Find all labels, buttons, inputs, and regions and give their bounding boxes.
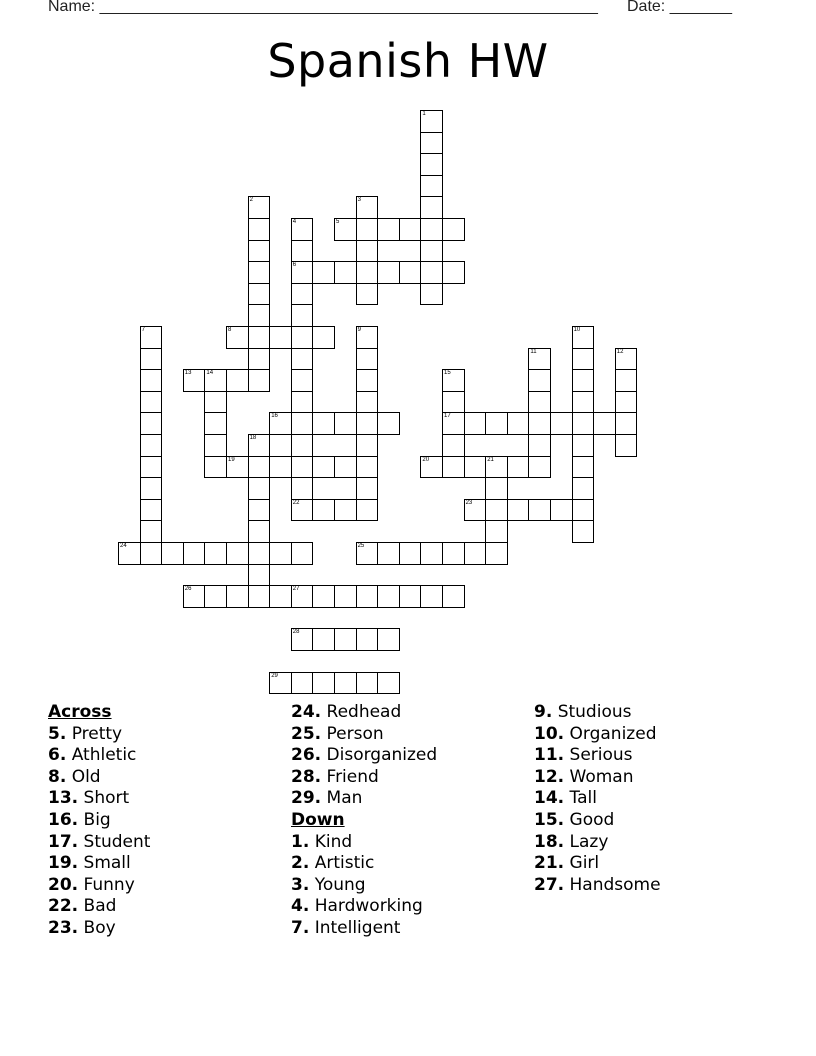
clue-item — [48, 853, 150, 875]
clue-item — [48, 788, 150, 810]
crossword-cell[interactable] — [269, 542, 292, 565]
clue-item-number: 21. — [534, 853, 565, 874]
crossword-cell[interactable] — [248, 196, 271, 219]
clue-item — [48, 745, 150, 767]
clue-item — [48, 875, 150, 897]
clue-item-number: 17. — [48, 831, 79, 852]
crossword-cell[interactable] — [291, 412, 314, 435]
crossword-cell[interactable] — [312, 585, 335, 608]
clue-item-number: 13. — [48, 788, 79, 809]
crossword-cell[interactable] — [420, 218, 443, 241]
clue-number: 8 — [228, 327, 232, 333]
clue-item — [534, 767, 661, 789]
crossword-cell[interactable] — [485, 542, 508, 565]
crossword-cell[interactable] — [464, 542, 487, 565]
clue-number: 10 — [573, 327, 581, 333]
clue-item-text: Student — [78, 831, 151, 852]
crossword-cell[interactable] — [528, 456, 551, 479]
clue-item-text: Funny — [78, 874, 135, 895]
crossword-cell[interactable] — [377, 585, 400, 608]
crossword-cell[interactable] — [442, 369, 465, 392]
clue-number: 19 — [228, 456, 235, 463]
crossword-cell[interactable] — [291, 348, 314, 371]
crossword-cell[interactable] — [377, 542, 400, 565]
crossword-cell[interactable] — [572, 391, 595, 414]
clue-item-number: 14. — [534, 788, 565, 809]
crossword-cell[interactable] — [140, 412, 163, 435]
crossword-cell[interactable] — [269, 672, 292, 695]
crossword-cell[interactable] — [356, 218, 379, 241]
clue-number: 1 — [422, 111, 426, 117]
clue-item — [291, 767, 437, 789]
crossword-cell[interactable] — [312, 672, 335, 695]
crossword-cell[interactable] — [204, 412, 227, 435]
crossword-cell[interactable] — [334, 261, 357, 284]
clue-item-number: 5. — [48, 723, 67, 744]
crossword-cell[interactable] — [356, 585, 379, 608]
crossword-cell[interactable] — [291, 542, 314, 565]
crossword-cell[interactable] — [615, 412, 638, 435]
clue-item — [291, 702, 437, 724]
crossword-cell[interactable] — [464, 412, 487, 435]
clue-item — [48, 767, 150, 789]
crossword-cell[interactable] — [615, 391, 638, 414]
crossword-cell[interactable] — [528, 391, 551, 414]
clue-item — [291, 875, 437, 897]
clue-number: 25 — [357, 543, 365, 549]
crossword-cell[interactable] — [442, 434, 465, 457]
crossword-cell[interactable] — [140, 326, 163, 349]
crossword-cell[interactable] — [420, 542, 443, 565]
clue-item-text: Lazy — [564, 831, 609, 852]
crossword-cell[interactable] — [572, 326, 595, 349]
crossword-cell[interactable] — [291, 456, 314, 479]
crossword-cell[interactable] — [248, 585, 271, 608]
clue-number: 13 — [184, 370, 192, 377]
crossword-cell[interactable] — [399, 218, 422, 241]
clue-item-text: Studious — [552, 702, 632, 722]
crossword-cell[interactable] — [485, 499, 508, 522]
crossword-cell[interactable] — [269, 326, 292, 349]
clue-item-text: Kind — [309, 831, 353, 852]
clue-item-number: 2. — [291, 853, 310, 874]
crossword-cell[interactable] — [485, 477, 508, 500]
crossword-cell[interactable] — [485, 456, 508, 479]
crossword-cell[interactable] — [442, 412, 465, 435]
crossword-cell[interactable] — [248, 520, 271, 543]
crossword-cell[interactable] — [593, 412, 616, 435]
clue-item-text: Small — [78, 853, 131, 874]
crossword-cell[interactable] — [248, 434, 271, 457]
clue-item-text: Old — [66, 766, 101, 787]
crossword-cell[interactable] — [572, 412, 595, 435]
crossword-cell[interactable] — [140, 520, 163, 543]
crossword-cell[interactable] — [507, 456, 530, 479]
clue-column-1 — [48, 702, 150, 940]
crossword-cell[interactable] — [291, 218, 314, 241]
clue-item-text: Bad — [78, 896, 117, 917]
clue-item-text: Boy — [78, 917, 116, 938]
crossword-cell[interactable] — [248, 542, 271, 565]
clue-number: 23 — [465, 499, 473, 506]
crossword-cell[interactable] — [442, 585, 465, 608]
crossword-cell[interactable] — [334, 499, 357, 522]
crossword-cell[interactable] — [248, 369, 271, 392]
crossword-cell[interactable] — [550, 412, 573, 435]
clue-item-number: 26. — [291, 745, 322, 766]
crossword-cell[interactable] — [334, 585, 357, 608]
crossword-cell[interactable] — [140, 477, 163, 500]
crossword-cell[interactable] — [291, 477, 314, 500]
crossword-cell[interactable] — [291, 585, 314, 608]
crossword-cell[interactable] — [356, 499, 379, 522]
clue-number: 4 — [292, 219, 297, 225]
crossword-cell[interactable] — [140, 542, 163, 565]
clue-item — [534, 810, 661, 832]
crossword-cell[interactable] — [291, 283, 314, 306]
crossword-cell[interactable] — [248, 499, 271, 522]
crossword-cell[interactable] — [183, 369, 206, 392]
crossword-cell[interactable] — [356, 434, 379, 457]
date-field[interactable]: Date: _______ — [627, 0, 732, 15]
clue-item-text: Short — [78, 788, 130, 809]
down-heading: Down — [291, 809, 345, 830]
crossword-cell[interactable] — [291, 391, 314, 414]
crossword-cell[interactable] — [291, 434, 314, 457]
crossword-cell[interactable] — [420, 585, 443, 608]
crossword-cell[interactable] — [334, 628, 357, 651]
clue-item-number: 25. — [291, 723, 322, 744]
clue-number: 9 — [357, 327, 361, 333]
crossword-cell[interactable] — [248, 456, 271, 479]
crossword-cell[interactable] — [334, 456, 357, 479]
crossword-cell[interactable] — [442, 542, 465, 565]
clue-item — [48, 810, 150, 832]
clue-number: 20 — [422, 456, 430, 463]
crossword-cell[interactable] — [140, 348, 163, 371]
clue-number: 2 — [249, 197, 253, 204]
clue-item-text: Redhead — [321, 702, 402, 722]
crossword-cell[interactable] — [442, 391, 465, 414]
clue-item-number: 16. — [48, 809, 79, 830]
clue-item — [48, 832, 150, 854]
crossword-cell[interactable] — [356, 672, 379, 695]
crossword-cell[interactable] — [334, 412, 357, 435]
clue-item-text: Woman — [564, 766, 634, 787]
crossword-cell[interactable] — [399, 261, 422, 284]
crossword-cell[interactable] — [312, 261, 335, 284]
clue-item-text: Young — [309, 874, 366, 895]
clue-item-number: 1. — [291, 831, 310, 852]
clue-column-3 — [534, 702, 661, 896]
crossword-cell[interactable] — [572, 499, 595, 522]
clue-item — [534, 875, 661, 897]
crossword-cell[interactable] — [528, 348, 551, 371]
crossword-cell[interactable] — [572, 369, 595, 392]
clue-item-text: Big — [78, 809, 111, 830]
clue-item-number: 28. — [291, 766, 322, 787]
clue-item-number: 6. — [48, 745, 67, 766]
crossword-cell[interactable] — [334, 218, 357, 241]
crossword-cell[interactable] — [226, 369, 249, 392]
crossword-cell[interactable] — [356, 261, 379, 284]
crossword-cell[interactable] — [312, 628, 335, 651]
clue-item — [48, 724, 150, 746]
crossword-cell[interactable] — [291, 369, 314, 392]
crossword-cell[interactable] — [269, 412, 292, 435]
clue-item-text: Organized — [564, 723, 657, 744]
crossword-cell[interactable] — [356, 542, 379, 565]
crossword-cell[interactable] — [615, 348, 638, 371]
clue-item-number: 24. — [291, 702, 322, 722]
crossword-cell[interactable] — [420, 261, 443, 284]
crossword-cell[interactable] — [183, 585, 206, 608]
crossword-cell[interactable] — [377, 412, 400, 435]
clue-number: 29 — [271, 672, 278, 679]
clue-number: 18 — [249, 435, 257, 441]
crossword-cell[interactable] — [485, 520, 508, 543]
crossword-cell[interactable] — [399, 542, 422, 565]
clue-item-text: Handsome — [564, 874, 661, 895]
crossword-cell[interactable] — [507, 412, 530, 435]
clue-item-text: Good — [564, 809, 615, 830]
clue-item-number: 3. — [291, 874, 310, 895]
clue-item-text: Athletic — [66, 745, 137, 766]
crossword-cell[interactable] — [269, 585, 292, 608]
crossword-cell[interactable] — [464, 499, 487, 522]
crossword-cell[interactable] — [464, 456, 487, 479]
clue-item-number: 22. — [48, 896, 79, 917]
clue-number: 15 — [444, 370, 451, 377]
crossword-cell[interactable] — [572, 456, 595, 479]
crossword-cell[interactable] — [204, 585, 227, 608]
crossword-cell[interactable] — [356, 196, 379, 219]
clue-item-number: 12. — [534, 766, 565, 787]
crossword-cell[interactable] — [312, 412, 335, 435]
crossword-cell[interactable] — [528, 499, 551, 522]
crossword-cell[interactable] — [248, 240, 271, 263]
crossword-cell[interactable] — [442, 456, 465, 479]
clue-item-text: Serious — [564, 745, 633, 766]
crossword-cell[interactable] — [118, 542, 141, 565]
crossword-cell[interactable] — [420, 196, 443, 219]
clue-item — [291, 724, 437, 746]
crossword-cell[interactable] — [204, 456, 227, 479]
clue-item-number: 4. — [291, 896, 310, 917]
crossword-cell[interactable] — [572, 434, 595, 457]
clue-item-number: 18. — [534, 831, 565, 852]
clue-item — [48, 918, 150, 940]
crossword-cell[interactable] — [226, 326, 249, 349]
crossword-cell[interactable] — [312, 499, 335, 522]
clue-number: 11 — [530, 348, 537, 355]
crossword-cell[interactable] — [420, 175, 443, 198]
crossword-cell[interactable] — [356, 456, 379, 479]
crossword-cell[interactable] — [356, 283, 379, 306]
crossword-cell[interactable] — [248, 283, 271, 306]
crossword-cell[interactable] — [269, 456, 292, 479]
crossword-cell[interactable] — [572, 520, 595, 543]
clue-column-2 — [291, 702, 437, 940]
page-title: Spanish HW — [267, 34, 549, 88]
clue-item — [534, 853, 661, 875]
clue-item-number: 8. — [48, 766, 67, 787]
crossword-cell[interactable] — [291, 499, 314, 522]
clue-item-text: Friend — [321, 766, 379, 787]
clue-item-text: Disorganized — [321, 745, 438, 766]
crossword-cell[interactable] — [291, 240, 314, 263]
clue-item-text: Tall — [564, 788, 597, 809]
clue-item-number: 15. — [534, 809, 565, 830]
crossword-cell[interactable] — [442, 261, 465, 284]
clue-number: 17 — [444, 413, 451, 420]
crossword-cell[interactable] — [377, 672, 400, 695]
crossword-cell[interactable] — [140, 499, 163, 522]
crossword-cell[interactable] — [356, 240, 379, 263]
clue-item — [291, 832, 437, 854]
crossword-cell[interactable] — [140, 456, 163, 479]
crossword-cell[interactable] — [377, 628, 400, 651]
crossword-cell[interactable] — [248, 564, 271, 587]
crossword-cell[interactable] — [550, 499, 573, 522]
crossword-cell[interactable] — [572, 348, 595, 371]
crossword-cell[interactable] — [183, 542, 206, 565]
crossword-cell[interactable] — [226, 542, 249, 565]
clue-number: 24 — [120, 543, 127, 549]
crossword-cell[interactable] — [442, 218, 465, 241]
clue-number: 16 — [271, 413, 278, 420]
clue-number: 14 — [206, 370, 214, 377]
crossword-cell[interactable] — [356, 348, 379, 371]
crossword-cell[interactable] — [356, 628, 379, 651]
crossword-cell[interactable] — [528, 434, 551, 457]
clue-item — [291, 896, 437, 918]
crossword-cell[interactable] — [161, 542, 184, 565]
clue-item-number: 19. — [48, 853, 79, 874]
crossword-cell[interactable] — [248, 304, 271, 327]
crossword-cell[interactable] — [248, 477, 271, 500]
clue-item — [291, 918, 437, 940]
crossword-cell[interactable] — [291, 326, 314, 349]
crossword-cell[interactable] — [204, 542, 227, 565]
crossword-cell[interactable] — [140, 434, 163, 457]
clue-item — [48, 896, 150, 918]
crossword-cell[interactable] — [615, 434, 638, 457]
clue-item-number: 11. — [534, 745, 565, 766]
crossword-cell[interactable] — [420, 240, 443, 263]
crossword-cell[interactable] — [356, 391, 379, 414]
crossword-cell[interactable] — [291, 304, 314, 327]
across-heading: Across — [48, 702, 112, 722]
clue-item-number: 9. — [534, 702, 553, 722]
crossword-cell[interactable] — [356, 369, 379, 392]
clue-item-number: 23. — [48, 917, 79, 938]
clue-item-text: Artistic — [309, 853, 375, 874]
clue-item-number: 27. — [534, 874, 565, 895]
crossword-cell[interactable] — [248, 348, 271, 371]
clue-number: 27 — [292, 586, 300, 593]
crossword-cell[interactable] — [291, 628, 314, 651]
clue-item-text: Pretty — [66, 723, 123, 744]
crossword-cell[interactable] — [140, 369, 163, 392]
crossword-cell[interactable] — [312, 456, 335, 479]
clue-item — [534, 832, 661, 854]
crossword-cell[interactable] — [248, 326, 271, 349]
clue-item-text: Person — [321, 723, 384, 744]
crossword-cell[interactable] — [226, 585, 249, 608]
crossword-cell[interactable] — [420, 456, 443, 479]
crossword-cell[interactable] — [226, 456, 249, 479]
clue-item — [534, 702, 661, 724]
crossword-cell[interactable] — [291, 261, 314, 284]
crossword-cell[interactable] — [420, 110, 443, 133]
clue-number: 22 — [292, 499, 300, 506]
crossword-cell[interactable] — [291, 672, 314, 695]
crossword-cell[interactable] — [528, 412, 551, 435]
clue-number: 7 — [141, 327, 145, 333]
clue-item-number: 20. — [48, 874, 79, 895]
clue-item — [534, 788, 661, 810]
clue-item-text: Man — [321, 788, 363, 809]
crossword-cell[interactable] — [615, 369, 638, 392]
clue-item — [291, 745, 437, 767]
clue-number: 26 — [184, 586, 192, 593]
crossword-cell[interactable] — [377, 218, 400, 241]
crossword-cell[interactable] — [420, 153, 443, 176]
clue-item — [534, 724, 661, 746]
crossword-cell[interactable] — [356, 412, 379, 435]
crossword-cell[interactable] — [204, 369, 227, 392]
clue-number: 3 — [357, 197, 361, 204]
crossword-cell[interactable] — [420, 283, 443, 306]
clue-item-text: Intelligent — [309, 917, 401, 938]
crossword-cell[interactable] — [204, 434, 227, 457]
clue-number: 5 — [336, 219, 340, 225]
crossword-cell[interactable] — [420, 132, 443, 155]
clue-number: 12 — [616, 348, 624, 355]
clue-number: 28 — [292, 629, 300, 636]
clue-item — [291, 788, 437, 810]
clue-item — [534, 745, 661, 767]
clue-item — [291, 853, 437, 875]
clue-number: 6 — [292, 262, 297, 269]
crossword-cell[interactable] — [248, 218, 271, 241]
crossword-cell[interactable] — [204, 391, 227, 414]
crossword-cell[interactable] — [334, 672, 357, 695]
name-field[interactable]: Name: ________________________________________________________ — [48, 0, 598, 15]
clue-item-text: Girl — [564, 853, 600, 874]
crossword-cell[interactable] — [399, 585, 422, 608]
crossword-cell[interactable] — [312, 326, 335, 349]
crossword-cell[interactable] — [485, 412, 508, 435]
crossword-cell[interactable] — [507, 499, 530, 522]
crossword-cell[interactable] — [248, 261, 271, 284]
crossword-cell[interactable] — [140, 391, 163, 414]
crossword-cell[interactable] — [356, 326, 379, 349]
clue-item-number: 7. — [291, 917, 310, 938]
clue-item-text: Hardworking — [309, 896, 423, 917]
crossword-cell[interactable] — [572, 477, 595, 500]
clue-item-number: 29. — [291, 788, 322, 809]
crossword-cell[interactable] — [528, 369, 551, 392]
clue-item-number: 10. — [534, 723, 565, 744]
clue-number: 21 — [487, 456, 494, 463]
crossword-cell[interactable] — [356, 477, 379, 500]
crossword-cell[interactable] — [377, 261, 400, 284]
